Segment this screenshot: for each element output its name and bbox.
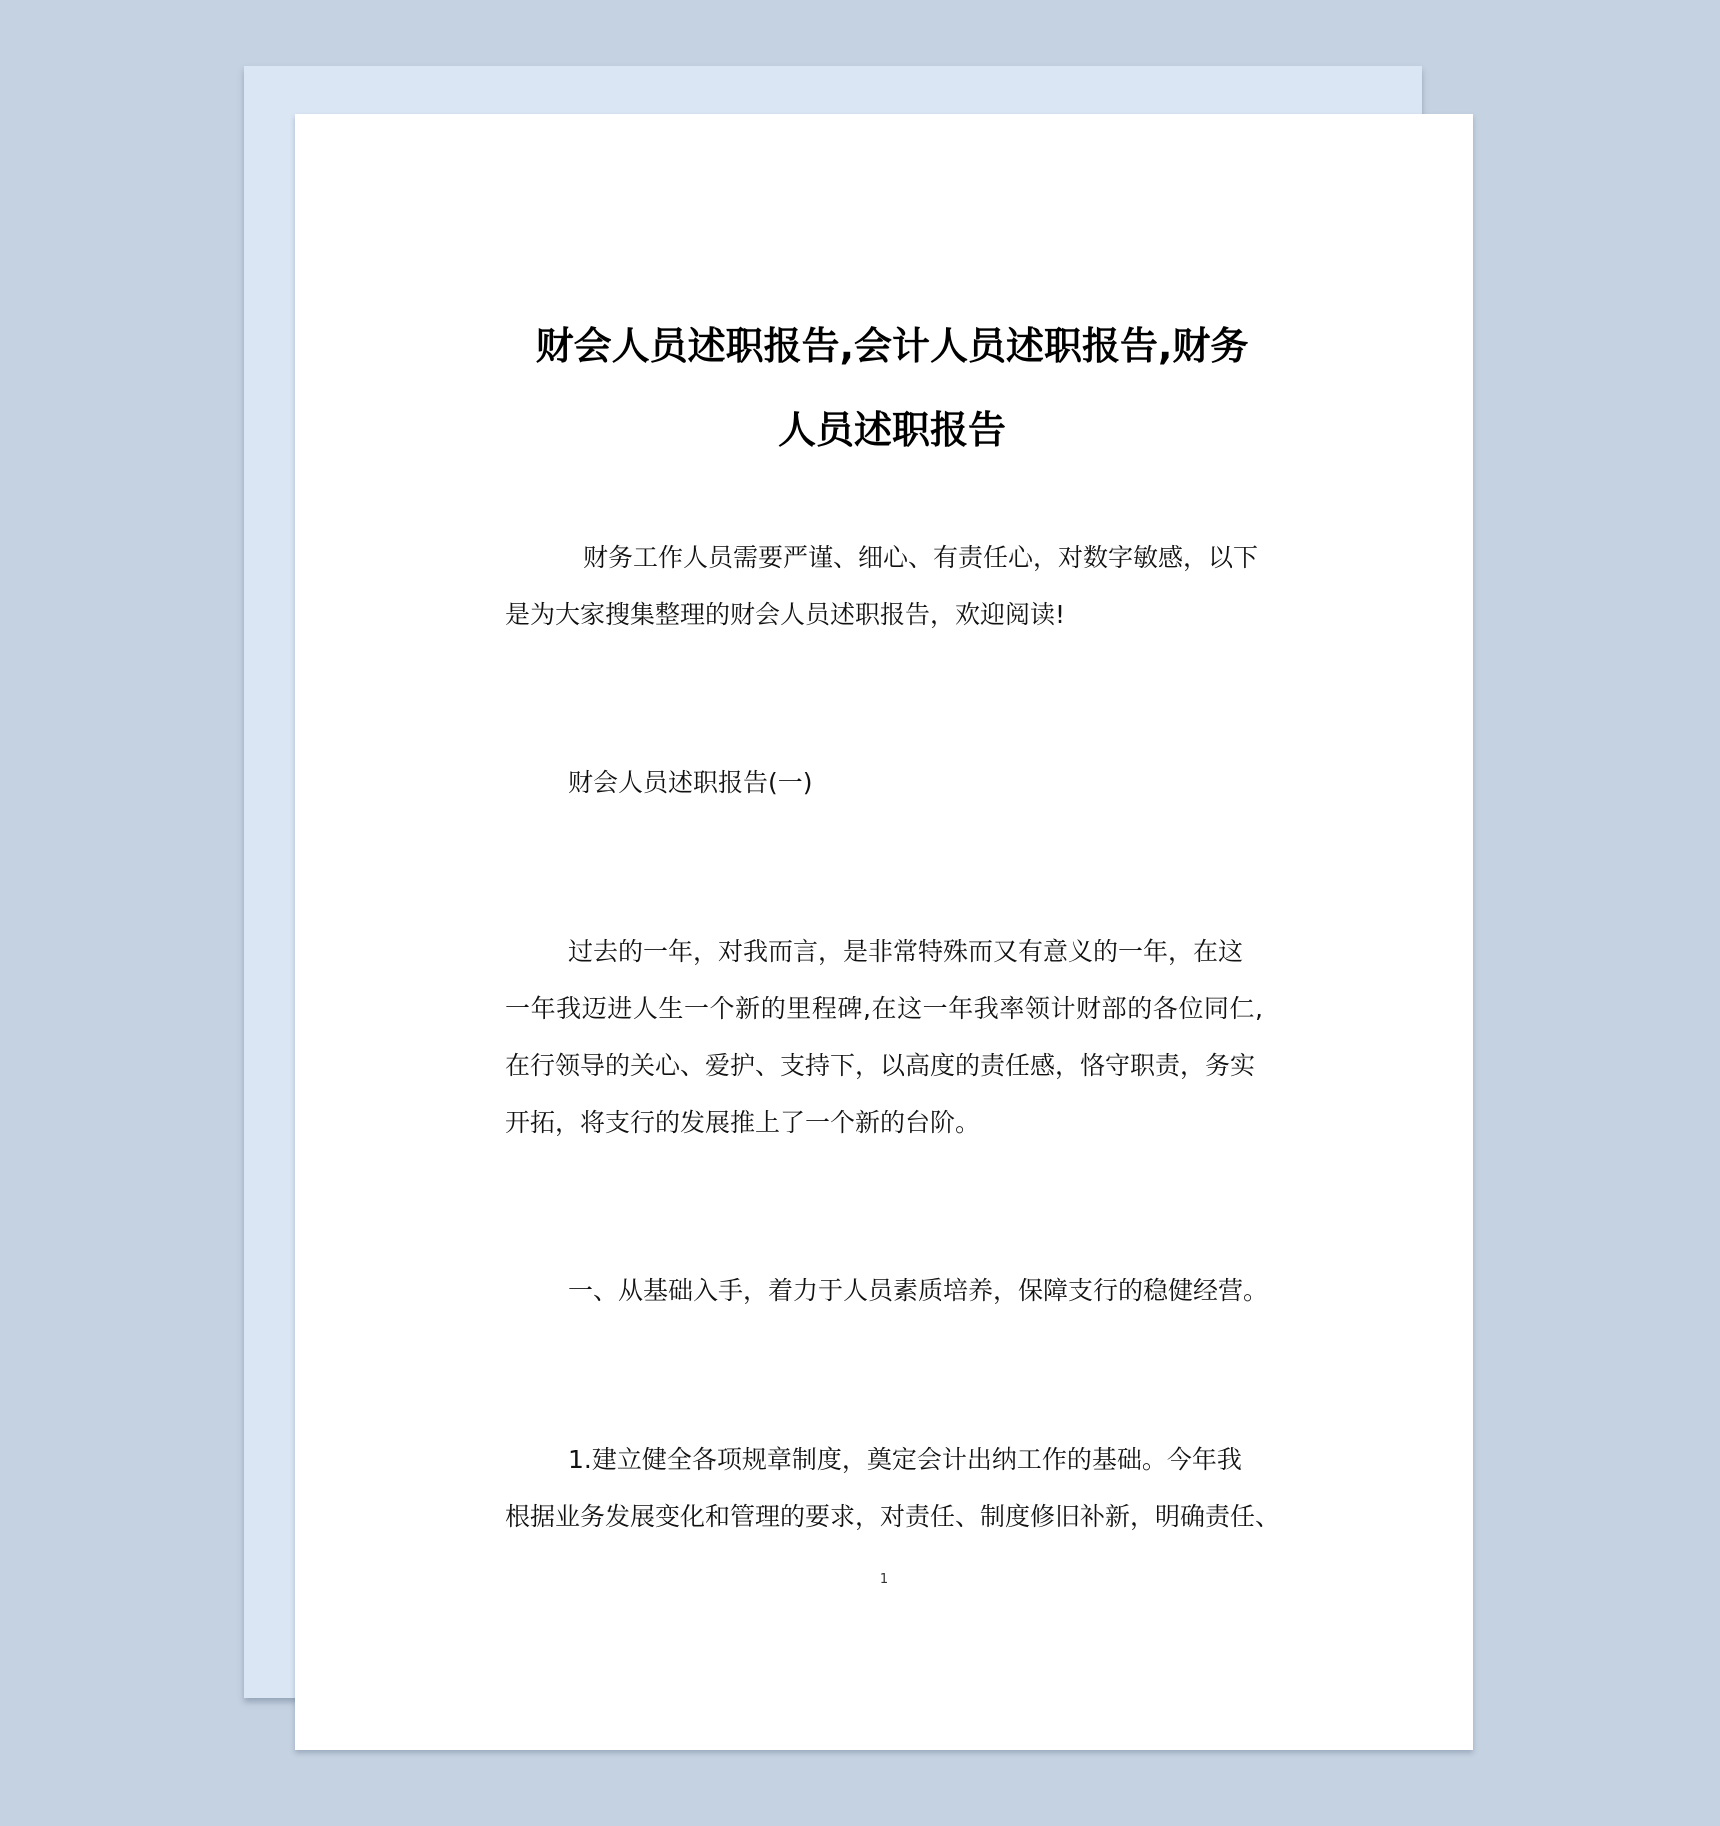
section-heading [505, 754, 1263, 811]
text-line: 在行领导的关心、爱护、支持下，以高度的责任感，恪守职责，务实 [505, 1051, 1256, 1080]
text-line: 是为大家搜集整理的财会人员述职报告，欢迎阅读! [505, 600, 1066, 629]
text-line: 一年我迈进人生一个新的里程碑,在这一年我率领计财部的各位同仁, [505, 994, 1263, 1023]
text-line: 财务工作人员需要严谨、细心、有责任心，对数字敏感，以下 [583, 543, 1259, 572]
point-heading-text: 一、从基础入手，着力于人员素质培养，保障支行的稳健经营。 [568, 1276, 1269, 1305]
intro-paragraph [505, 529, 1263, 643]
text-line: 根据业务发展变化和管理的要求，对责任、制度修旧补新，明确责任、 [505, 1502, 1281, 1531]
text-line: 过去的一年，对我而言，是非常特殊而又有意义的一年，在这 [568, 937, 1244, 966]
document-page [295, 114, 1473, 1750]
body-paragraph-2 [505, 1431, 1281, 1545]
title-line: 人员述职报告 [777, 408, 1006, 452]
title-line: 财会人员述职报告,会计人员述职报告,财务 [535, 324, 1249, 368]
body-paragraph-1 [505, 923, 1263, 1151]
section-heading-text: 财会人员述职报告(一) [568, 768, 813, 797]
point-heading [505, 1262, 1269, 1319]
text-line: 开拓，将支行的发展推上了一个新的台阶。 [505, 1108, 981, 1137]
text-line: 1.建立健全各项规章制度，奠定会计出纳工作的基础。今年我 [568, 1445, 1242, 1474]
document-title [495, 304, 1289, 472]
page-number: 1 [879, 1572, 889, 1587]
